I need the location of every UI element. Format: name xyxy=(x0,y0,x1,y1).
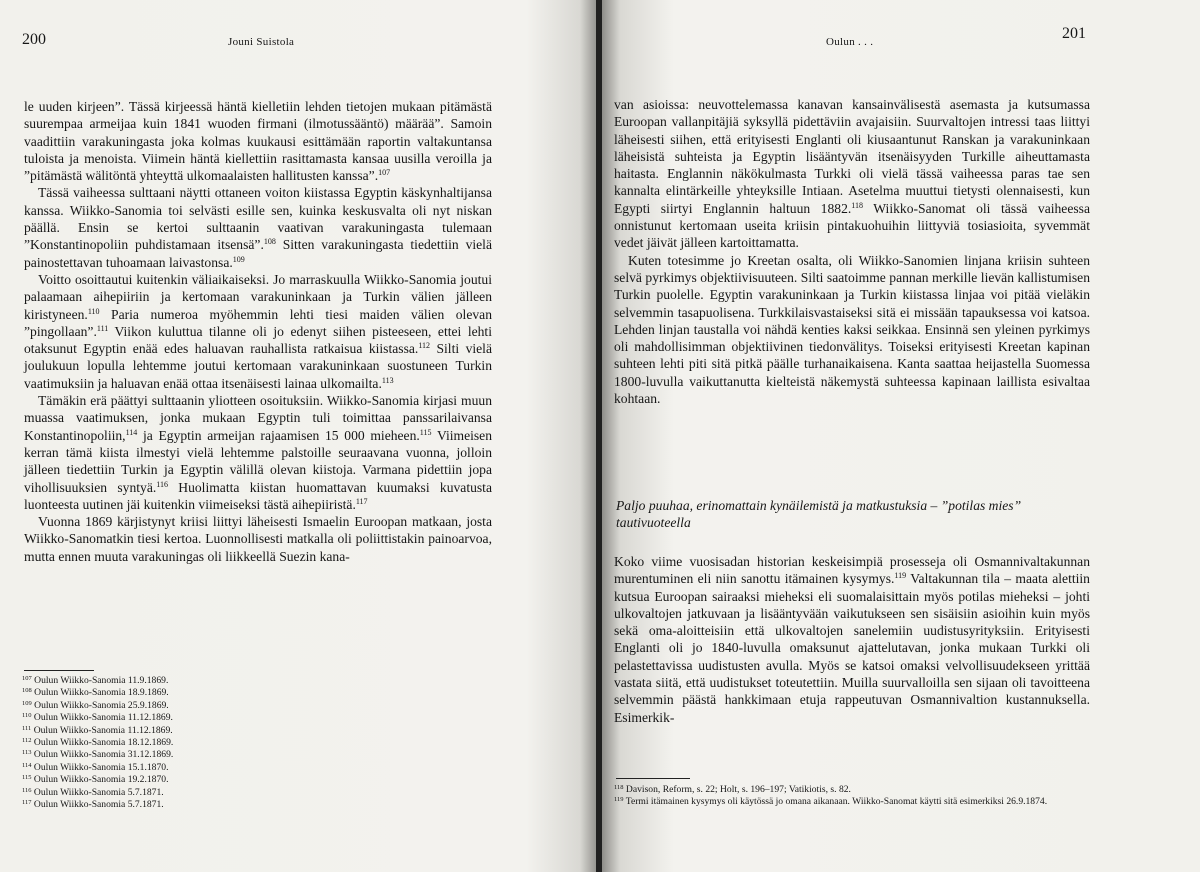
left-page xyxy=(0,0,598,872)
page-number-left: 200 xyxy=(22,31,46,48)
footnote: $^{118}$ Davison, Reform, s. 22; Holt, s. 196–197; Vatikiotis, s. 82. xyxy=(614,784,851,795)
footnote: $^{107}$ Oulun Wiikko-Sanomia 11.9.1869. xyxy=(22,675,169,686)
paragraph: van asioissa: neuvottelemassa kanavan kansainvälisestä asemasta ja kutsumassa Euroopan vallanpitäjiä syksyllä pidettäviin avajaisiin. Suurvaltojen intressi taas liittyi läheisesti siihen, että erityisesti Englanti oli kiusaantunut Ranskan ja varakuninkaan läheisistä suhteista ja Egyptin lisääntyvän itsenäisyyden Turkille aiheuttamasta haitasta. Englannin näkökulmasta Turkki oli vielä tässä vaiheessa paras tae sen kannalta elintärkeille yhteyksille Intiaan. Asetelma muuttui tietysti olennaisesti, kun Egypti siirtyi Englannin haltuun 1882.$^{118}$ Wiikko-Sanomat oli tässä vaiheessa onnistunut kertomaan useita kriisin pintakuohuihin liittyviä tosiasioita, syvemmät vedet jäivät jälleen kartoittamatta. xyxy=(614,97,1090,251)
footnote: $^{113}$ Oulun Wiikko-Sanomia 31.12.1869. xyxy=(22,749,174,761)
footnote: $^{109}$ Oulun Wiikko-Sanomia 25.9.1869. xyxy=(22,699,169,711)
footnote: $^{117}$ Oulun Wiikko-Sanomia 5.7.1871. xyxy=(22,799,164,811)
footnote: $^{112}$ Oulun Wiikko-Sanomia 18.12.1869. xyxy=(22,737,174,749)
footnote: $^{114}$ Oulun Wiikko-Sanomia 15.1.1870. xyxy=(22,761,169,773)
right-body-section xyxy=(614,553,1090,726)
running-head-left: Jouni Suistola xyxy=(228,36,295,48)
footnotes-left xyxy=(22,675,322,811)
running-head-right: Oulun . . . xyxy=(826,36,874,48)
footnote: $^{110}$ Oulun Wiikko-Sanomia 11.12.1869. xyxy=(22,712,173,724)
paragraph: Tämäkin erä päättyi sulttaanin yliotteen osoituksiin. Wiikko-Sanomia kirjasi muun muassa vaatimuksen, jonka mukaan Egyptin tuli toimittaa panssarilaivansa Konstantinopoliin,$^{114}$ ja Egyptin armeijan rajaamisen 15 000 mieheen.$^{115}$ Viimeisen kerran tämä kiista ilmestyi vielä lehtemme palstoille seuraavana vuonna, jolloin jälleen tiedettiin Turkin ja Egyptin välillä olevan kiistoja. Varmana pidettiin jopa vihollisuuksien syntyä.$^{116}$ Huolimatta kiistan huomattavan kuumaksi kuvatusta luonteesta uutinen jäi kuitenkin viimeiseksi tästä aihepiiristä.$^{117}$ xyxy=(24,393,492,512)
footnote: $^{111}$ Oulun Wiikko-Sanomia 11.12.1869. xyxy=(22,724,173,736)
footnote-rule xyxy=(616,778,690,779)
footnote: $^{116}$ Oulun Wiikko-Sanomia 5.7.1871. xyxy=(22,786,164,798)
left-body xyxy=(24,98,492,565)
footnote: $^{115}$ Oulun Wiikko-Sanomia 19.2.1870. xyxy=(22,774,169,786)
paragraph: Koko viime vuosisadan historian keskeisimpiä prosesseja oli Osmannivaltakunnan murentuminen eli niin sanottu itämainen kysymys.$^{119}$ Valtakunnan tila – maata alettiin kutsua Euroopan sairaaksi mieheksi eli suomalaisittain myös potilas mieheksi – johti ulkovaltojen jatkuvaan ja lisääntyvään vaikutukseen sen sisäisiin asioihin kuin myös sekä oma-aloitteisiin että ulkovaltojen sanelemiin uudistusyrityksiin. Erityisesti Englanti oli jo 1840-luvulla omaksunut ajattelutavan, jonka mukaan Turkki oli pelastettavissa uudistusten avulla. Myös se katsoi omaksi velvollisuudekseen yrittää vastata siitä, että uudistukset toteutettiin. Muilla suurvalloilla sen sijaan oli tavoitteena selvemmin päästä hankkimaan etuja rappeutuvan Osmannivaltion kustannuksella. Esimerkik- xyxy=(614,554,1090,725)
paragraph: Voitto osoittautui kuitenkin väliaikaiseksi. Jo marraskuulla Wiikko-Sanomia joutui palaamaan aihepiiriin ja kertomaan varakuninkaan ja Turkin välien jälleen kiristyneen.$^{110}$ Paria numeroa myöhemmin lehti tiesi maiden välien olevan ”pingollaan”.$^{111}$ Viikon kuluttua tilanne oli jo edenyt siihen pisteeseen, ettei lehti otaksunut Egyptin enää edes haluavan rauhallista ratkaisua kiistassa.$^{112}$ Silti vielä joulukuun lopulla lehtemme joutui kertomaan varakuninkaan suostuneen Turkin vaatimuksiin ja haluavan enää ottaa itsenäisesti lainaa ulkomailta.$^{113}$ xyxy=(24,271,492,391)
paragraph: Vuonna 1869 kärjistynyt kriisi liittyi läheisesti Ismaelin Euroopan matkaan, josta Wiikko-Sanomatkin tiesi kertoa. Luonnollisesti matkalla oli poliittistakin painoarvoa, mutta ennen muuta varakuningas oli liikkeellä Suezin kana- xyxy=(24,514,492,564)
footnote: $^{108}$ Oulun Wiikko-Sanomia 18.9.1869. xyxy=(22,687,169,699)
footnote: $^{119}$ Termi itämainen kysymys oli käytössä jo omana aikanaan. Wiikko-Sanomat käytti sitä esimerkiksi 26.9.1874. xyxy=(614,796,1048,808)
footnote-rule xyxy=(24,670,94,671)
footnotes-right xyxy=(614,784,1090,809)
right-page xyxy=(602,0,1200,872)
right-body xyxy=(614,96,1090,407)
page-number-right: 201 xyxy=(1062,25,1086,42)
section-heading: Paljo puuhaa, erinomattain kynäilemistä ja matkustuksia – ”potilas mies” tautivuoteella xyxy=(616,498,1022,531)
paragraph: Kuten totesimme jo Kreetan osalta, oli Wiikko-Sanomien linjana kriisin suhteen selvä pyrkimys objektiivisuuteen. Silti saatoimme pannan merkille lievän kallistumisen Turkin puolelle. Egyptin varakuninkaan ja Turkin kiistassa linjaa voi pitää vieläkin selvemmin tasapuolisena. Turkkilaisvastaiseksi sitä ei missään tapauksessa voi katsoa. Lehden linjan taustalla voi nähdä kenties kaksi seikkaa. Ensinnä sen yleinen pyrkimys oli mahdollisimman objektiivinen tiedonvälitys. Toiseksi erityisesti Kreetan kapinan suhteen lehti piti sitä pitkä päälle turhanaikaisena. Kanta saattaa heijastella Suomessa 1800-luvulla vaikuttanutta kielteistä näkemystä suhteessa kapinaan laillista esivaltaa kohtaan. xyxy=(614,252,1090,407)
paragraph: le uuden kirjeen”. Tässä kirjeessä häntä kielletiin lehden tietojen mukaan pitämästä suurempaa armeijaa kuin 1841 wuoden firmani (ilmotussääntö) määrää”. Samoin vaadittiin varakuningasta joka kolmas kuukausi esittämään raportin valtakuntansa tuloista ja menoista. Viimein häntä kiellettiin rasittamasta kansaa uusilla veroilla ja ”pitämästä wälitöntä yhteyttä ulkomaalaisten hallitusten kanssa”.$^{107}$ xyxy=(24,99,492,184)
paragraph: Tässä vaiheessa sulttaani näytti ottaneen voiton kiistassa Egyptin käskynhaltijansa kanssa. Wiikko-Sanomia toi selvästi esille sen, kuinka keskusvalta oli nyt niskan päällä. Ensin se kertoi sulttaanin vaativan varakuningasta tulemaan ”Konstantinopoliin puhdistamaan itsensä”.$^{108}$ Sitten varakuningasta tiedettiin vielä painostettavan tuhoamaan laivastonsa.$^{109}$ xyxy=(24,185,492,270)
